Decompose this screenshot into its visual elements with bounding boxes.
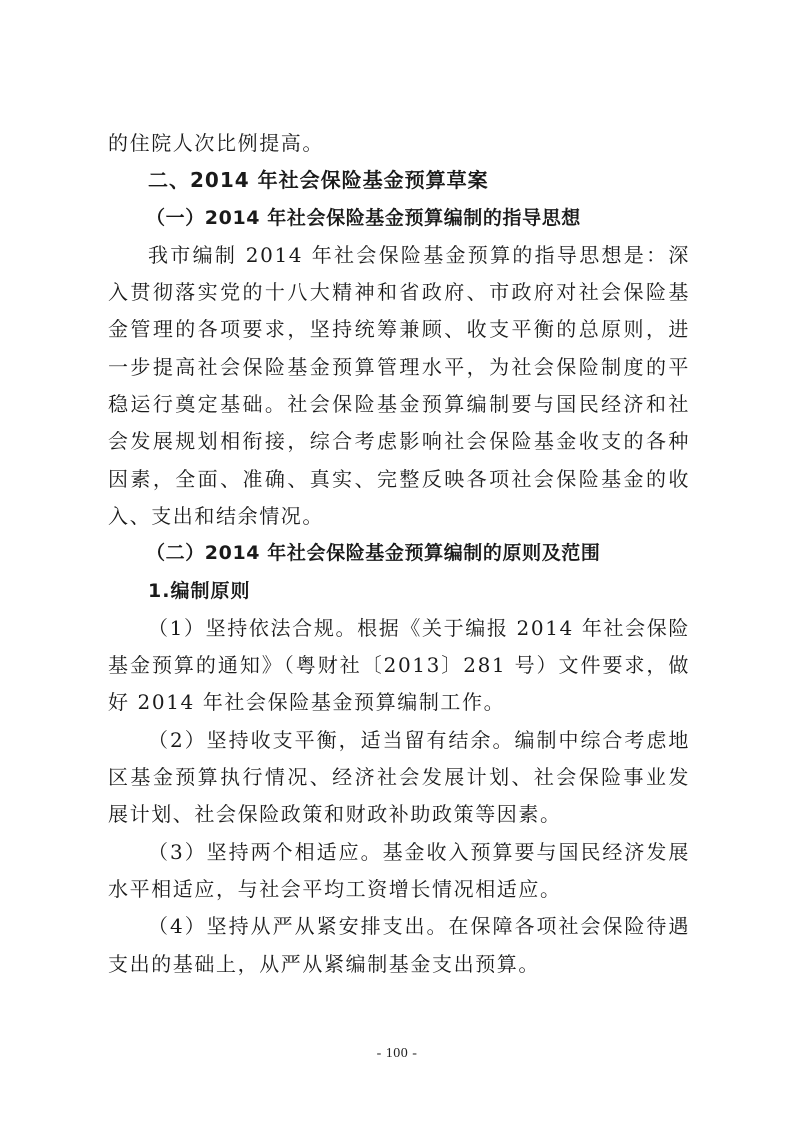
principle-paragraph-4: （4）坚持从严从紧安排支出。在保障各项社会保险待遇支出的基础上，从严从紧编制基金支出预算。 [108, 914, 690, 976]
guiding-ideology-paragraph: 我市编制 2014 年社会保险基金预算的指导思想是：深入贯彻落实党的十八大精神和省政府、市政府对社会保险基金管理的各项要求，坚持统筹兼顾、收支平衡的总原则，进一步提高社会保险基金预算管理水平，为社会保险制度的平稳运行奠定基础。社会保险基金预算编制要与国民经济和社会发展规划相衔接，综合考虑影响社会保险基金收支的各种因素，全面、准确、真实、完整反映各项社会保险基金的收入、支出和结余情况。 [108, 242, 690, 528]
subsection-heading-principles-scope: （二）2014 年社会保险基金预算编制的原则及范围 [146, 542, 601, 565]
page-number: - 100 - [376, 1046, 418, 1061]
page-body [108, 125, 690, 983]
section-heading: 二、2014 年社会保险基金预算草案 [148, 168, 489, 193]
principle-paragraph-3: （3）坚持两个相适应。基金收入预算要与国民经济发展水平相适应，与社会平均工资增长情况相适应。 [108, 839, 690, 901]
principle-paragraph-1: （1）坚持依法合规。根据《关于编报 2014 年社会保险基金预算的通知》（粤财社〔2013〕281 号）文件要求，做好 2014 年社会保险基金预算编制工作。 [108, 615, 690, 715]
continuation-paragraph: 的住院人次比例提高。 [108, 131, 324, 155]
subsection-heading-guiding-ideology: （一）2014 年社会保险基金预算编制的指导思想 [146, 206, 581, 229]
principle-paragraph-2: （2）坚持收支平衡，适当留有结余。编制中综合考虑地区基金预算执行情况、经济社会发展计划、社会保险事业发展计划、社会保险政策和财政补助政策等因素。 [108, 727, 690, 827]
principles-heading: 1.编制原则 [148, 579, 251, 602]
